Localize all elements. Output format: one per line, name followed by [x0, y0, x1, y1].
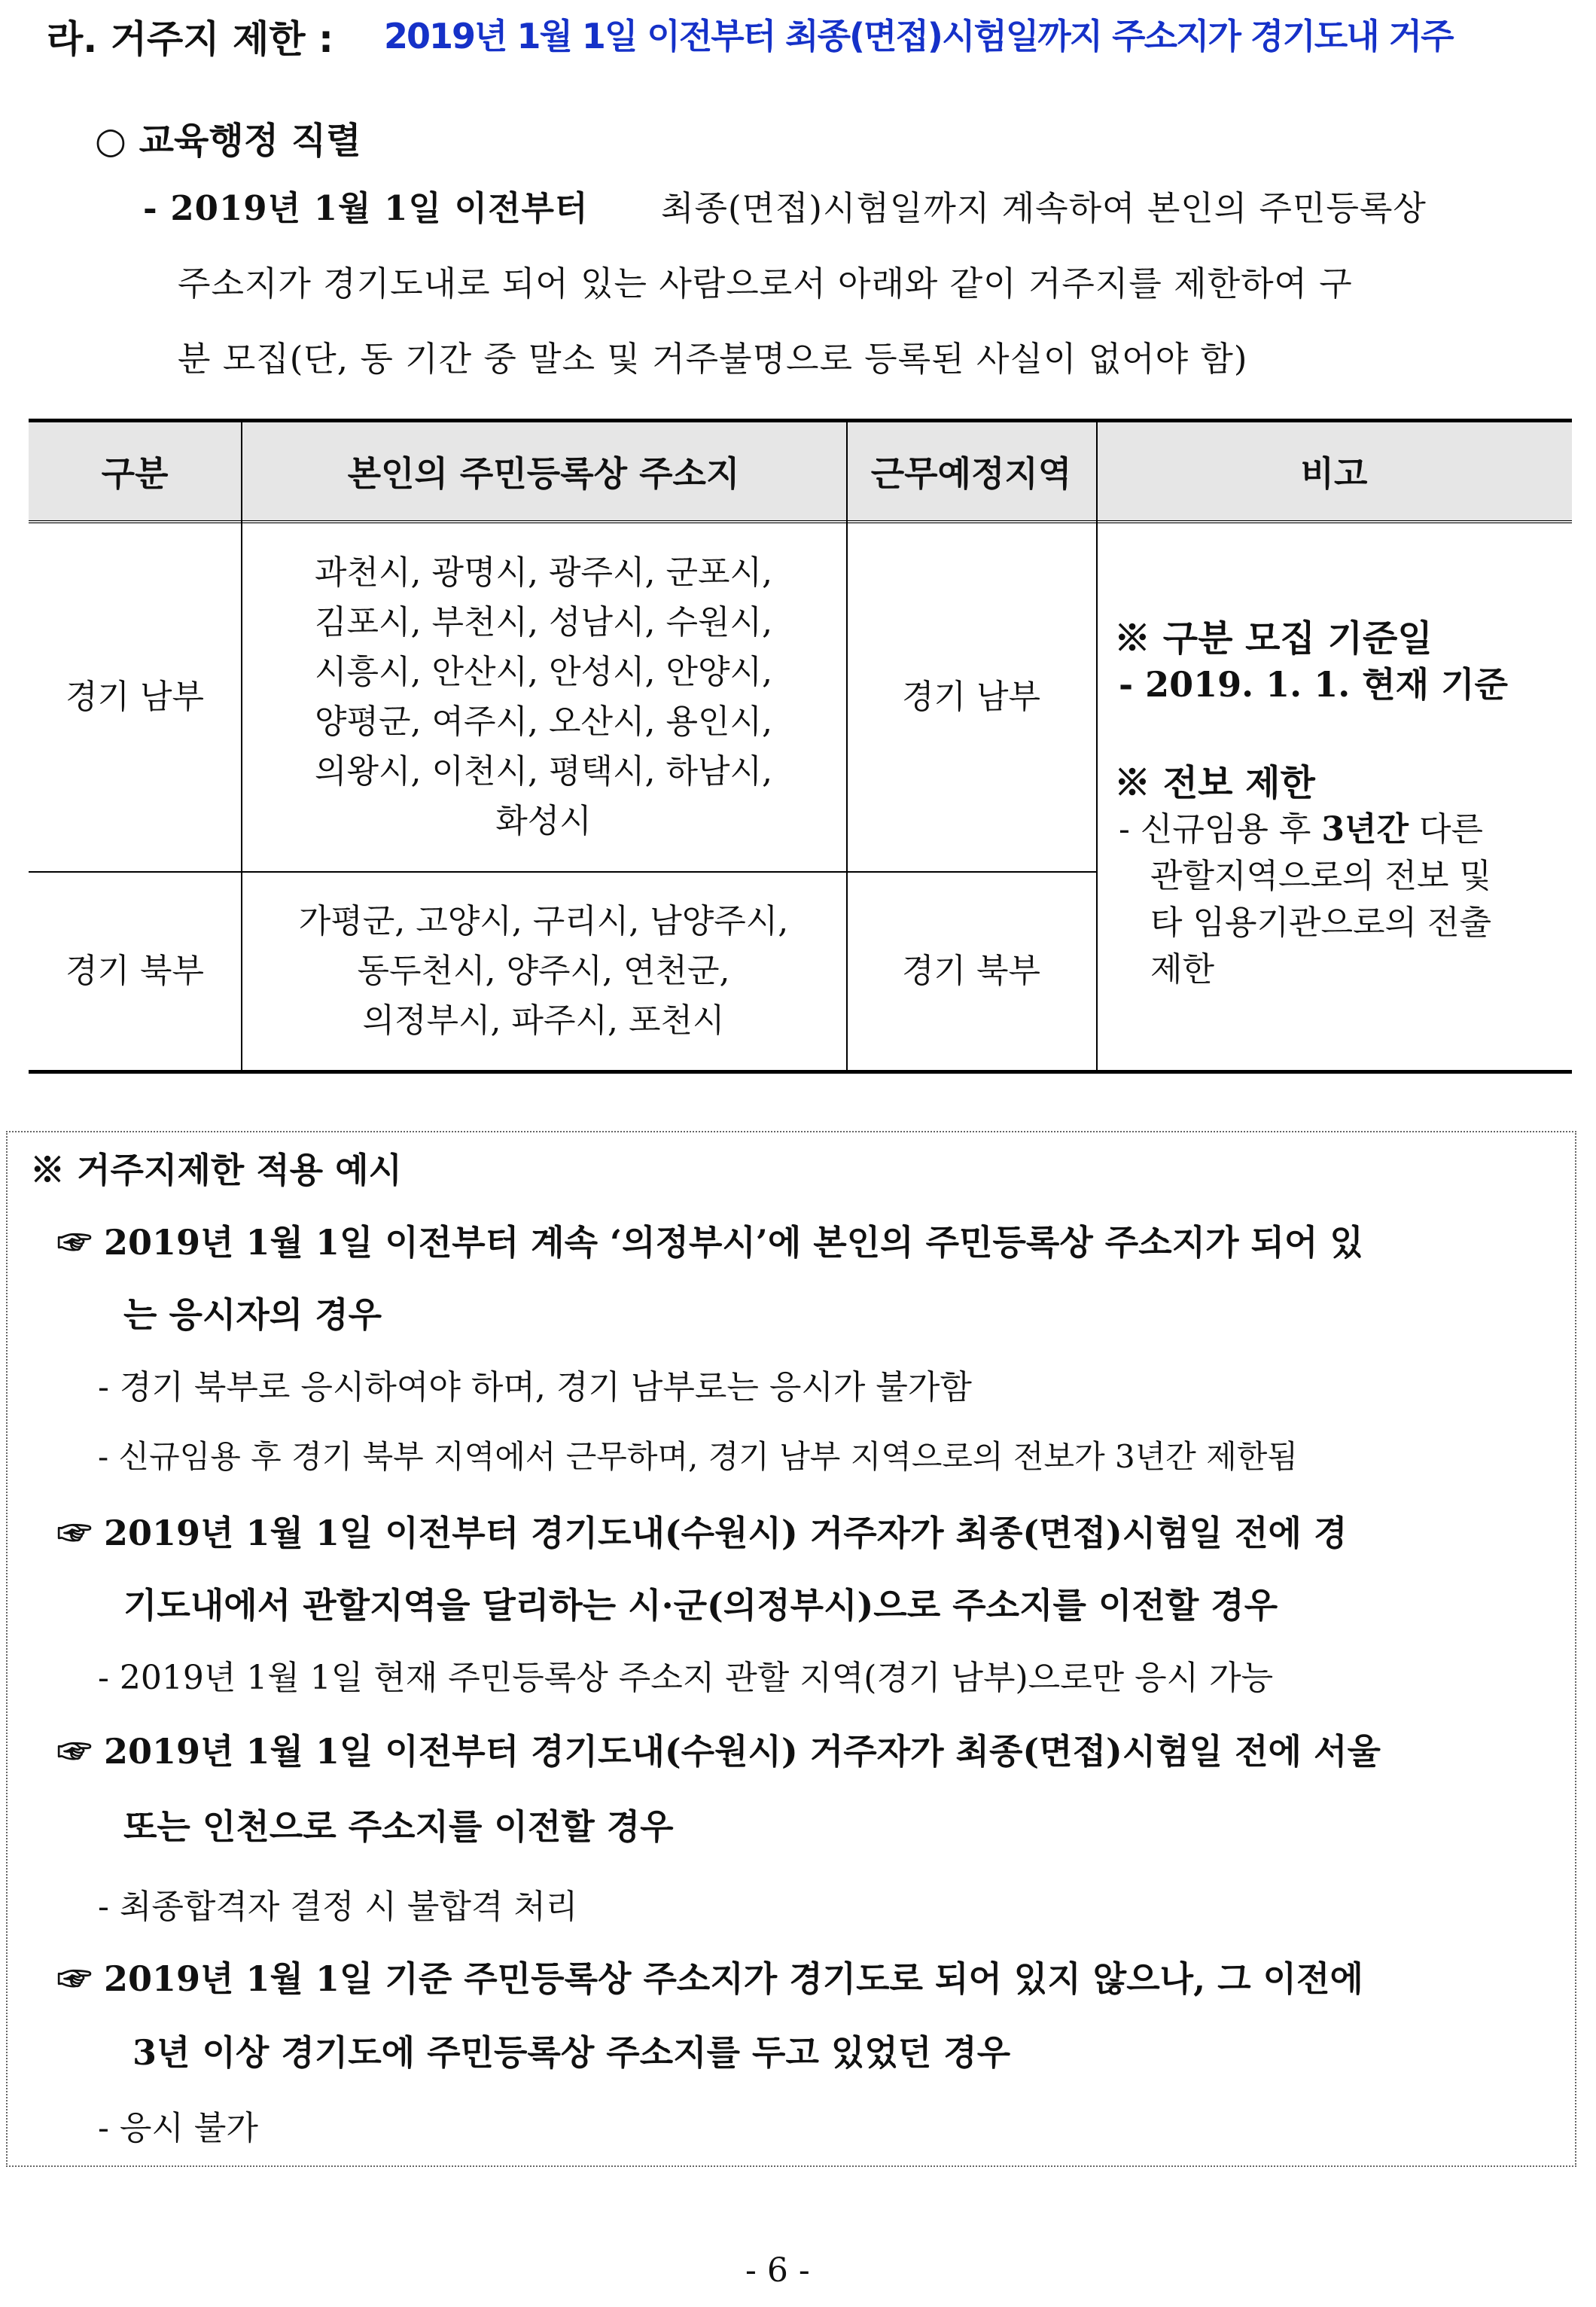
example-2-detail: - 2019년 1월 1일 현재 주민등록상 주소지 관할 지역(경기 남부)으로만 응시 가능 — [98, 1659, 1274, 1697]
section-line-1-bold: - 2019년 1월 1일 이전부터 — [143, 188, 589, 228]
address-line: 의정부시, 파주시, 포천시 — [362, 1001, 725, 1040]
address-line: 김포시, 부천시, 성남시, 수원시, — [315, 603, 772, 642]
note-line: 관할지역으로의 전보 및 — [1150, 857, 1492, 895]
example-3-head-cont: 또는 인천으로 주소지를 이전할 경우 — [123, 1806, 674, 1847]
row-south-region: 경기 남부 — [901, 678, 1040, 716]
address-line: 의왕시, 이천시, 평택시, 하남시, — [315, 752, 772, 791]
address-line: 시흥시, 안산시, 안성시, 안양시, — [315, 653, 772, 691]
section-line-2: 주소지가 경기도내로 되어 있는 사람으로서 아래와 같이 거주지를 제한하여 구 — [178, 264, 1353, 303]
section-line-1a — [143, 181, 589, 230]
example-3-head: ☞ 2019년 1월 1일 이전부터 경기도내(수원시) 거주자가 최종(면접)시험일 전에 서울 — [57, 1731, 1381, 1772]
row-south-category: 경기 남부 — [65, 678, 204, 716]
header-work-region: 근무예정지역 — [870, 453, 1072, 494]
section-line-1b: 최종(면접)시험일까지 계속하여 본인의 주민등록상 — [661, 188, 1427, 228]
example-1-detail: - 경기 북부로 응시하여야 하며, 경기 남부로는 응시가 불가함 — [98, 1368, 972, 1406]
page-number: - 6 - — [745, 2251, 810, 2290]
note-line: 제한 — [1150, 950, 1215, 989]
section-label: 라. 거주지 제한 : — [47, 17, 334, 61]
address-line: 과천시, 광명시, 광주시, 군포시, — [315, 553, 772, 592]
example-1-detail: - 신규임용 후 경기 북부 지역에서 근무하며, 경기 남부 지역으로의 전보가 3년간 제한됨 — [98, 1438, 1298, 1475]
address-line: 가평군, 고양시, 구리시, 남양주시, — [298, 902, 789, 940]
row-north-addresses — [241, 873, 846, 1070]
address-line: 화성시 — [495, 802, 592, 840]
note-sub-1: - 2019. 1. 1. 현재 기준 — [1119, 664, 1508, 705]
residence-table — [29, 419, 1572, 1074]
header-address: 본인의 주민등록상 주소지 — [347, 453, 740, 494]
example-1-head: ☞ 2019년 1월 1일 이전부터 계속 ‘의정부시’에 본인의 주민등록상 주소지가 되어 있 — [57, 1222, 1363, 1263]
row-north-category: 경기 북부 — [65, 952, 204, 990]
section-line-3: 분 모집(단, 동 기간 중 말소 및 거주불명으로 등록된 사실이 없어야 함) — [178, 339, 1248, 379]
header-remarks: 비고 — [1300, 453, 1368, 494]
note-sub-2-bold: 3년간 — [1321, 810, 1409, 849]
example-2-head: ☞ 2019년 1월 1일 이전부터 경기도내(수원시) 거주자가 최종(면접)시험일 전에 경 — [57, 1513, 1348, 1553]
address-line: 양평군, 여주시, 오산시, 용인시, — [315, 702, 772, 741]
note-line: 타 임용기관으로의 전출 — [1150, 904, 1492, 942]
example-3-detail: - 최종합격자 결정 시 불합격 처리 — [98, 1888, 578, 1926]
example-2-head-cont: 기도내에서 관할지역을 달리하는 시·군(의정부시)으로 주소지를 이전할 경우 — [123, 1585, 1278, 1626]
residence-restriction-highlight: 2019년 1월 1일 이전부터 최종(면접)시험일까지 주소지가 경기도내 거주 — [384, 16, 1453, 56]
address-line: 동두천시, 양주시, 연천군, — [357, 952, 730, 990]
job-category-bullet: ○ 교육행정 직렬 — [95, 120, 361, 162]
note-sub-2-prefix: - 신규임용 후 — [1119, 810, 1311, 849]
note-sub-2-suffix: 다른 — [1418, 810, 1483, 849]
note-title-2: ※ 전보 제한 — [1114, 762, 1315, 804]
note-title-1: ※ 구분 모집 기준일 — [1114, 617, 1433, 660]
row-north-region: 경기 북부 — [901, 952, 1040, 990]
note-sub-2 — [1119, 802, 1483, 850]
examples-box — [6, 1131, 1576, 2167]
header-category: 구분 — [101, 453, 169, 494]
example-4-head-cont: 3년 이상 경기도에 주민등록상 주소지를 두고 있었던 경우 — [132, 2032, 1011, 2073]
example-4-head: ☞ 2019년 1월 1일 기준 주민등록상 주소지가 경기도로 되어 있지 않으나, 그 이전에 — [57, 1958, 1363, 1999]
row-south-addresses — [241, 523, 846, 871]
examples-title: ※ 거주지제한 적용 예시 — [30, 1150, 402, 1190]
example-1-head-cont: 는 응시자의 경우 — [123, 1294, 382, 1335]
example-4-detail: - 응시 불가 — [98, 2109, 258, 2147]
